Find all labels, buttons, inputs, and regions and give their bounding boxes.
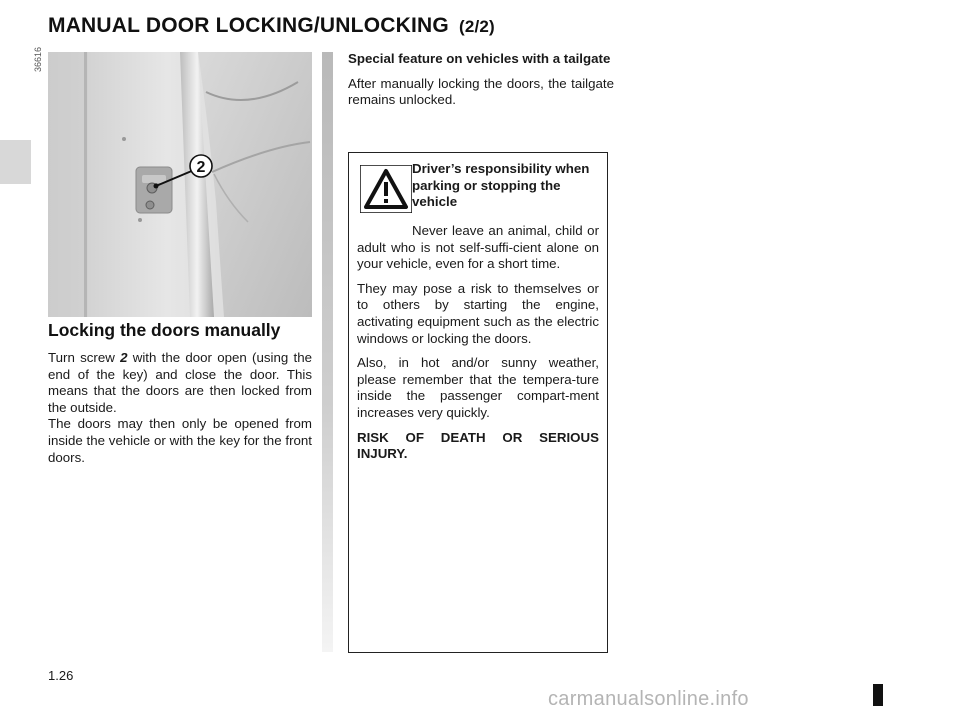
door-illustration-drawing bbox=[48, 52, 312, 317]
warning-paragraph-2: They may pose a risk to themselves or to others by starting the engine, activating equipment such as the electric windows or locking the doors. bbox=[357, 280, 599, 346]
warning-heading: Driver’s responsibility when parking or stopping the vehicle bbox=[412, 161, 590, 210]
column-divider bbox=[322, 52, 333, 652]
warning-box bbox=[348, 152, 608, 653]
section-tab-marker bbox=[0, 140, 31, 184]
warning-paragraph-1: Never leave an animal, child or adult who is not self-suffi-cient alone on your vehicle, even for a short time. bbox=[357, 223, 599, 272]
page-title bbox=[48, 14, 495, 38]
warning-paragraph-3: Also, in hot and/or sunny weather, please remember that the tempera-ture inside the passenger compart-ment increases very quickly. bbox=[357, 355, 599, 420]
page-title-text: MANUAL DOOR LOCKING/UNLOCKING bbox=[48, 14, 449, 37]
page-number: 1.26 bbox=[48, 668, 74, 683]
section-heading: Locking the doors manually bbox=[48, 320, 281, 340]
instruction-text-continued: with the door open (using the end of the key) and close the door. This means that the doors are then locked from the outside. bbox=[48, 350, 312, 415]
feature-body: After manually locking the doors, the tailgate remains unlocked. bbox=[348, 75, 614, 108]
right-column bbox=[348, 51, 614, 109]
warning-triangle-icon bbox=[360, 165, 412, 213]
warning-header bbox=[357, 161, 599, 223]
figure-callout-number: 2 bbox=[196, 159, 206, 176]
left-column bbox=[48, 320, 312, 466]
end-of-section-marker bbox=[873, 684, 883, 706]
instruction-text-second: The doors may then only be opened from inside the vehicle or with the key for the front doors. bbox=[48, 416, 312, 465]
instruction-text-start: Turn screw bbox=[48, 350, 121, 365]
feature-title: Special feature on vehicles with a tailgate bbox=[348, 51, 611, 66]
figure-reference-code: 36616 bbox=[33, 46, 43, 72]
watermark-text: carmanualsonline.info bbox=[548, 688, 749, 710]
screw-number: 2 bbox=[120, 350, 128, 365]
door-lock-illustration bbox=[48, 52, 312, 317]
locking-instructions bbox=[48, 350, 312, 466]
warning-risk-statement: RISK OF DEATH OR SERIOUS INJURY. bbox=[357, 429, 599, 462]
page-part-indicator: (2/2) bbox=[458, 17, 495, 36]
